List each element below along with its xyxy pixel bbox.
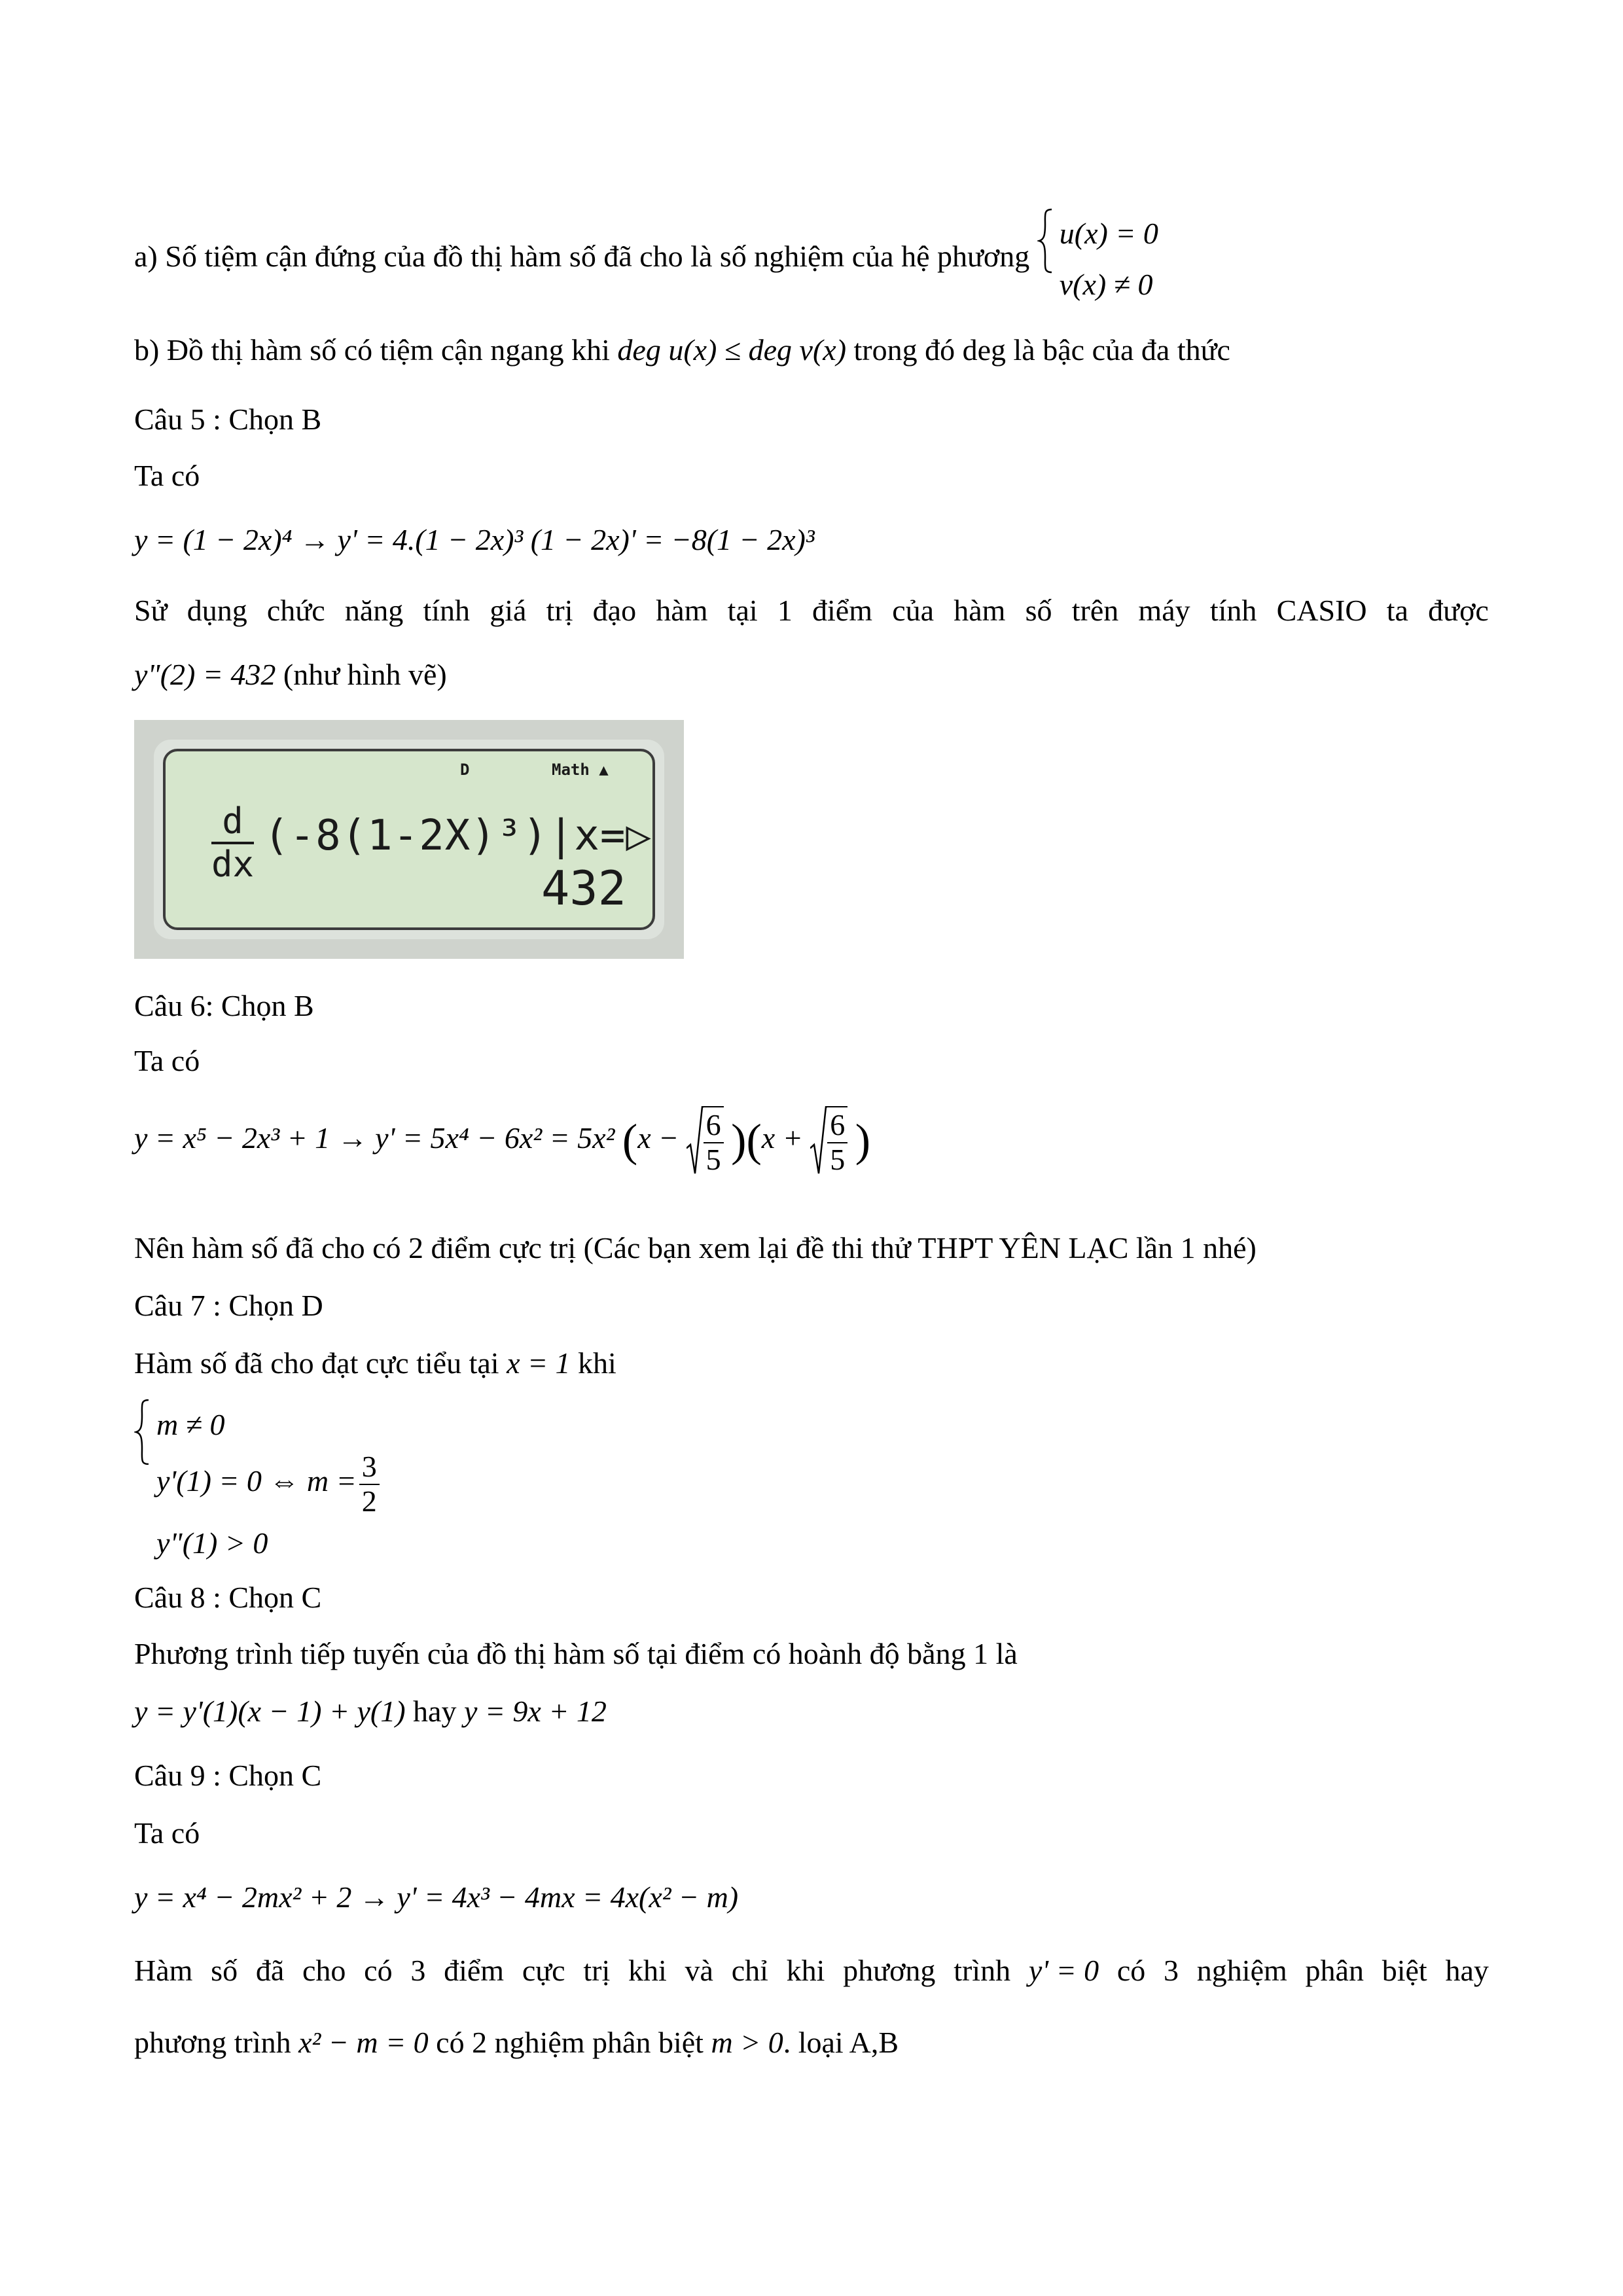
ddx-numerator: d: [211, 804, 254, 844]
equation-system-cau7: [134, 1399, 382, 1570]
cau8-formula-line: [134, 1695, 607, 1729]
word: số: [1025, 594, 1052, 627]
word: trình: [954, 1954, 1011, 1987]
sqrt-icon: [687, 1106, 704, 1176]
cau7-row-3: y"(1) > 0: [156, 1526, 268, 1560]
cau9-heading: Câu 9 : Chọn C: [134, 1759, 322, 1792]
cau7-x: x = 1: [507, 1346, 571, 1380]
cau6-formula: y = x⁵ − 2x³ + 1 → y' = 5x⁴ − 6x² = 5x² (x − $\frac{6}{5}$ )(x + $\frac{6}{5}$ ): [134, 1106, 870, 1176]
cau5-value-note: (như hình vẽ): [276, 658, 447, 691]
word: 1: [777, 594, 793, 627]
word: được: [1428, 594, 1489, 627]
cau9-formula: y = x⁴ − 2mx² + 2 → y' = 4x³ − 4mx = 4x(x² − m): [134, 1880, 739, 1914]
cau9-taco: Ta có: [134, 1816, 200, 1850]
word: tính: [423, 594, 471, 627]
cau8-hay: hay: [405, 1695, 464, 1728]
cau8-heading: Câu 8 : Chọn C: [134, 1581, 322, 1614]
word: y' = 0: [1028, 1954, 1099, 1987]
cau7-text: Hàm số đã cho đạt cực tiểu tại: [134, 1346, 507, 1380]
word: trên: [1071, 594, 1119, 627]
word: hay: [1445, 1954, 1489, 1987]
cau7-text-line: [134, 1347, 616, 1380]
word: chỉ: [731, 1954, 768, 1987]
cau9-last-line: [134, 2026, 899, 2060]
word: biệt: [1382, 1954, 1427, 1987]
word: phân: [1305, 1954, 1364, 1987]
cau5-formula: y = (1 − 2x)⁴ → y' = 4.(1 − 2x)³ (1 − 2x)' = −8(1 − 2x)³: [134, 523, 815, 556]
word: máy: [1138, 594, 1190, 627]
line-a: [134, 208, 1158, 310]
word: có: [364, 1954, 393, 1987]
cau9-last-1: phương trình: [134, 2026, 299, 2059]
brace-icon: [134, 1399, 151, 1465]
word: tính: [1209, 594, 1257, 627]
line-a-text: a) Số tiệm cận đứng của đồ thị hàm số đã cho là số nghiệm của hệ phương: [134, 239, 1030, 273]
frac-den: 5: [830, 1142, 846, 1176]
cau5-value: y"(2) = 432: [134, 658, 276, 691]
calculator-screenshot: [134, 720, 684, 959]
system-a-row-1: u(x) = 0: [1059, 217, 1158, 250]
cau9-last-math2: m > 0: [711, 2026, 783, 2059]
line-b: [134, 334, 1230, 367]
word: chức: [266, 594, 325, 627]
word: đạo: [592, 594, 637, 627]
word: có: [1116, 1954, 1146, 1987]
line-b-math: deg u(x) ≤ deg v(x): [617, 333, 847, 367]
cau5-heading: Câu 5 : Chọn B: [134, 403, 322, 436]
cau7-row-2-text: y'(1) = 0 ⇔ m =: [156, 1464, 357, 1498]
cau6-formula-left: y = x⁵ − 2x³ + 1 → y' = 5x⁴ − 6x² = 5x²: [134, 1121, 615, 1155]
sqrt-six-fifths: [810, 1106, 847, 1176]
cau9-text: [134, 1954, 1489, 1988]
word: dụng: [187, 594, 247, 627]
word: đã: [255, 1954, 285, 1987]
word: cho: [302, 1954, 346, 1987]
word: hàm: [954, 594, 1006, 627]
cau5-value-line: [134, 658, 447, 692]
cau6-taco: Ta có: [134, 1044, 200, 1077]
word: cực: [522, 1954, 565, 1987]
cau8-formula: y = y'(1)(x − 1) + y(1): [134, 1695, 406, 1728]
cau7-khi: khi: [570, 1346, 616, 1380]
cau9-last-math: x² − m = 0: [298, 2026, 429, 2059]
brace-icon: [1037, 208, 1054, 274]
word: và: [685, 1954, 713, 1987]
calculator-expression: (-8(1-2X)³)|x=▷: [264, 812, 652, 860]
sqrt-six-fifths: [687, 1106, 724, 1176]
cau9-last-3: . loại A,B: [783, 2026, 899, 2059]
cau8-result: y = 9x + 12: [463, 1695, 607, 1728]
word: Sử: [134, 594, 168, 627]
word: 3: [1164, 1954, 1179, 1987]
word: khi: [628, 1954, 667, 1987]
frac-den: 2: [361, 1484, 377, 1518]
cau7-heading: Câu 7 : Chọn D: [134, 1289, 323, 1322]
sqrt-icon: [810, 1106, 827, 1176]
cau9-last-2: có 2 nghiệm phân biệt: [428, 2026, 711, 2059]
frac-den: 5: [705, 1142, 721, 1176]
line-b-text-1: b) Đồ thị hàm số có tiệm cận ngang khi: [134, 333, 618, 367]
frac-num: 6: [704, 1109, 724, 1143]
word: Hàm: [134, 1954, 193, 1987]
word: điểm: [812, 594, 873, 627]
word: 3: [410, 1954, 426, 1987]
word: CASIO: [1276, 594, 1367, 627]
frac-num: 3: [359, 1450, 380, 1485]
system-a-row-2: v(x) ≠ 0: [1059, 268, 1153, 302]
degree-indicator: D: [460, 761, 470, 779]
cau7-row-2: [156, 1450, 382, 1518]
word: phương: [843, 1954, 936, 1987]
cau6-note: Nên hàm số đã cho có 2 điểm cực trị (Các bạn xem lại đề thi thử THPT YÊN LẠC lần 1 nhé): [134, 1231, 1257, 1265]
cau7-system: [134, 1399, 382, 1570]
word: năng: [344, 594, 404, 627]
word: số: [211, 1954, 238, 1987]
word: trị: [546, 594, 573, 627]
cau8-text: Phương trình tiếp tuyến của đồ thị hàm số tại điểm có hoành độ bằng 1 là: [134, 1637, 1018, 1670]
frac-num: 6: [827, 1109, 847, 1143]
word: giá: [490, 594, 527, 627]
line-b-text-2: trong đó deg là bậc của đa thức: [846, 333, 1230, 367]
ddx-denominator: dx: [211, 844, 255, 885]
equation-system-a: [1037, 208, 1158, 310]
math-mode-indicator: Math ▲: [552, 761, 609, 779]
cau6-heading: Câu 6: Chọn B: [134, 989, 314, 1022]
word: tại: [727, 594, 758, 627]
word: điểm: [444, 1954, 505, 1987]
derivative-operator: [211, 800, 255, 885]
calculator-result: 432: [541, 861, 626, 916]
word: trị: [583, 1954, 611, 1987]
cau7-row-1: m ≠ 0: [156, 1408, 225, 1441]
calculator-screen: [163, 749, 655, 930]
word: nghiệm: [1196, 1954, 1287, 1987]
cau5-taco: Ta có: [134, 459, 200, 492]
word: khi: [786, 1954, 825, 1987]
word: của: [892, 594, 935, 627]
word: hàm: [656, 594, 708, 627]
cau5-text: [134, 594, 1489, 628]
word: ta: [1386, 594, 1408, 627]
